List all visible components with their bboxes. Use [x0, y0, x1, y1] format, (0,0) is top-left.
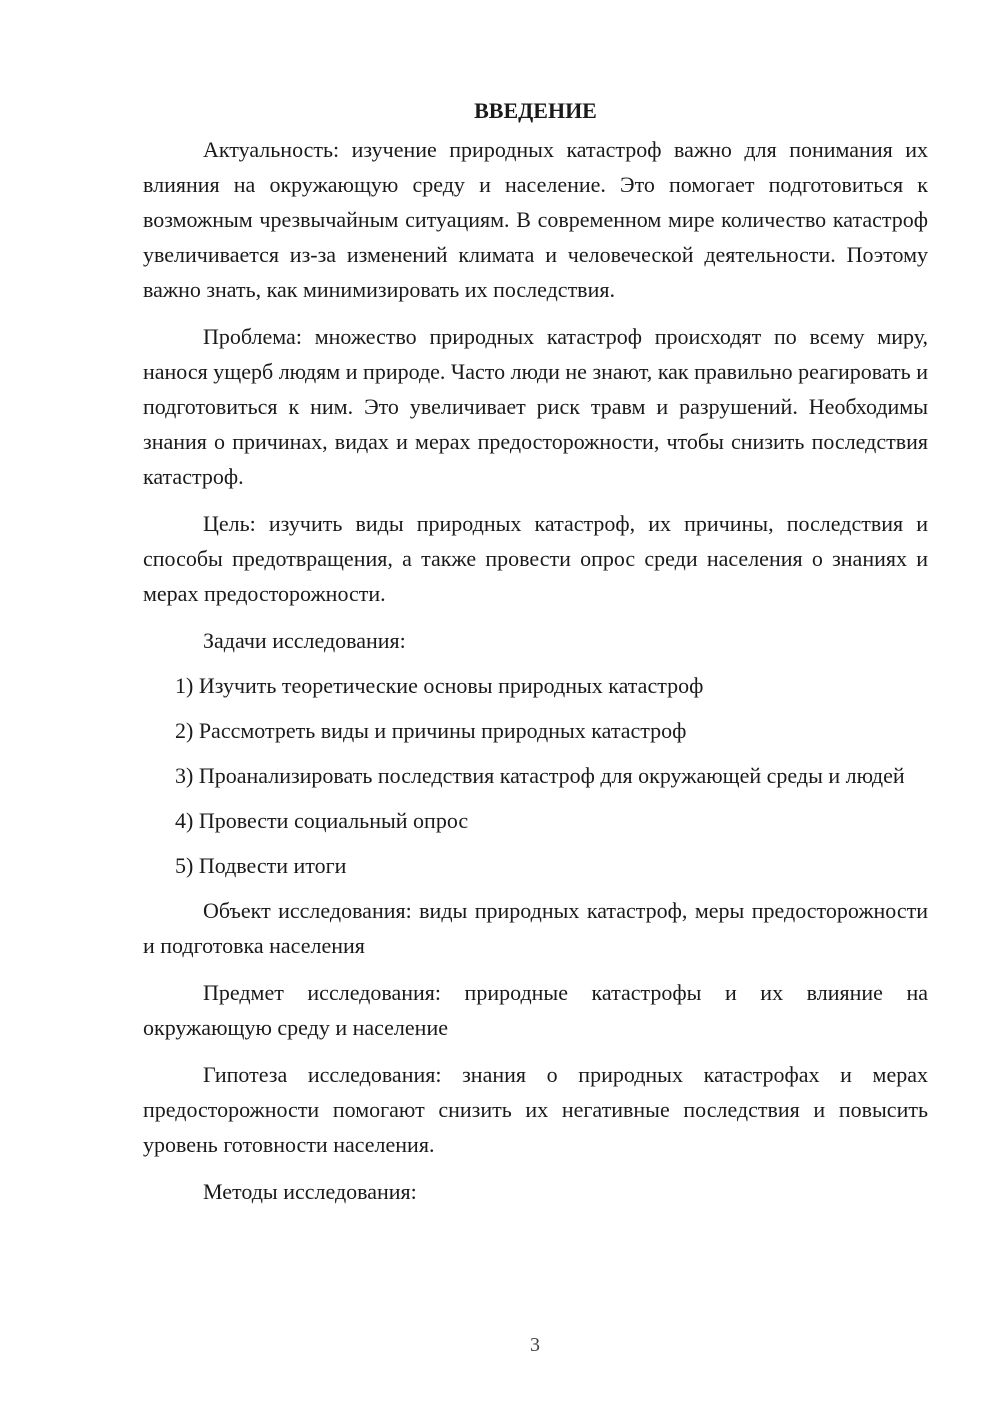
relevance-paragraph: Актуальность: изучение природных катастроф важно для понимания их влияния на окружающую среду и население. Это помогает подготовиться к возможным чрезвычайным ситуациям. В современном мире количество катастроф увеличивается из-за изменений климата и человеческой деятельности. Поэтому важно знать, как минимизировать их последствия.: [143, 137, 928, 302]
page-number: 3: [530, 1334, 540, 1356]
hypothesis-paragraph: Гипотеза исследования: знания о природных катастрофах и мерах предосторожности помогают снизить их негативные последствия и повысить уровень готовности населения.: [143, 1062, 928, 1157]
page-content: [143, 96, 928, 1219]
subject-paragraph: Предмет исследования: природные катастрофы и их влияние на окружающую среду и население: [143, 980, 928, 1040]
problem-paragraph: Проблема: множество природных катастроф происходят по всему миру, нанося ущерб людям и природе. Часто люди не знают, как правильно реагировать и подготовиться к ним. Это увеличивает риск травм и разрушений. Необходимы знания о причинах, видах и мерах предосторожности, чтобы снизить последствия катастроф.: [143, 324, 928, 489]
object-paragraph: Объект исследования: виды природных катастроф, меры предосторожности и подготовка населения: [143, 898, 928, 958]
tasks-heading: Задачи исследования:: [203, 628, 406, 653]
task-item: 3) Проанализировать последствия катастроф для окружающей среды и людей: [175, 763, 905, 788]
methods-heading: Методы исследования:: [203, 1179, 417, 1204]
task-item: 4) Провести социальный опрос: [175, 808, 469, 833]
section-title: ВВЕДЕНИЕ: [474, 98, 597, 123]
task-item: 2) Рассмотреть виды и причины природных катастроф: [175, 718, 687, 743]
goal-paragraph: Цель: изучить виды природных катастроф, их причины, последствия и способы предотвращения, а также провести опрос среди населения о знаниях и мерах предосторожности.: [143, 511, 928, 606]
task-item: 5) Подвести итоги: [175, 853, 347, 878]
task-item: 1) Изучить теоретические основы природных катастроф: [175, 673, 704, 698]
